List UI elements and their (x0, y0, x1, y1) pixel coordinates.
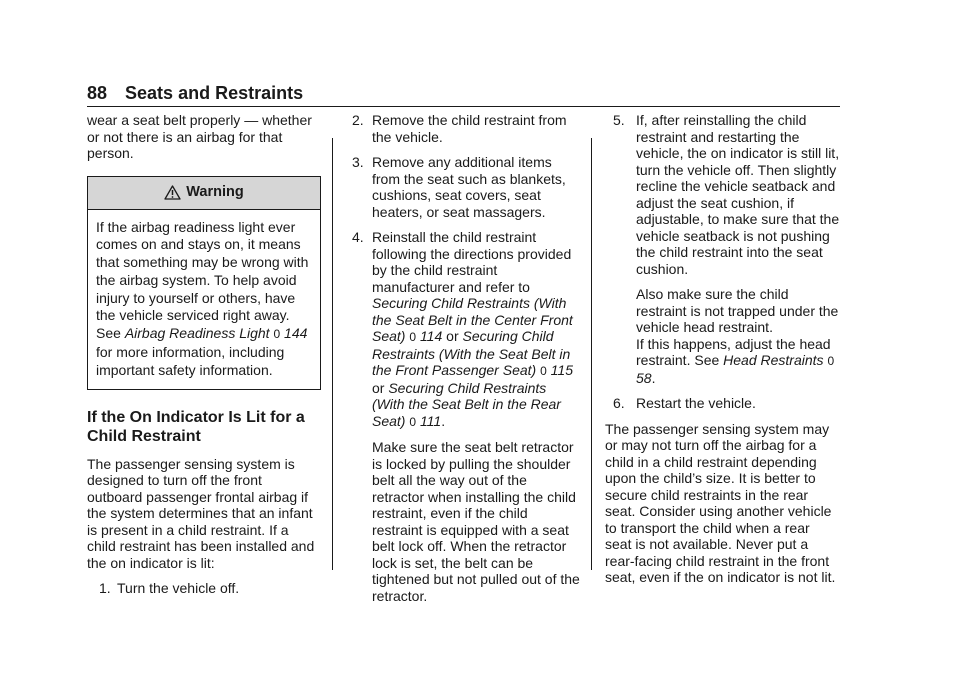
step-6 (605, 395, 840, 412)
step-5 (605, 112, 840, 277)
step-number: 5. (613, 112, 625, 128)
xref-front-passenger-seat[interactable]: Securing Child Restraints (With the Seat Belt in the Front Passenger Seat) (372, 328, 571, 378)
period: . (651, 369, 656, 386)
section-name: Seats and Restraints (125, 83, 304, 103)
page-header (87, 83, 840, 107)
warning-title: Warning (186, 184, 244, 201)
step-4-text: Reinstall the child restraint following the directions provided by the child restraint manufacturer and refer to (372, 229, 572, 295)
step-number: 4. (352, 229, 364, 245)
step-number: 6. (613, 395, 625, 411)
xref-center-front-seat[interactable]: Securing Child Restraints (With the Seat Belt in the Center Front Seat) (372, 295, 573, 344)
step-5-note-a: Also make sure the child restraint is not trapped under the vehicle head restraint. (636, 286, 839, 335)
step-text: Remove the child restraint from the vehicle. (372, 112, 567, 145)
warning-box (87, 176, 321, 390)
header-rule (87, 106, 840, 107)
page-ref-icon: 0 (827, 354, 835, 368)
step-number: 3. (352, 154, 364, 170)
step-number: 1. (99, 580, 111, 597)
xref-page-111[interactable]: 111 (419, 412, 442, 429)
steps-list-3 (605, 112, 840, 277)
page-ref-icon: 0 (409, 414, 417, 429)
warning-text-b: for more information, including important safety information. (96, 344, 285, 378)
warning-text-a: If the airbag readiness light ever comes on and stays on, it means that something may be wrong with the airbag system. To help avoid injury to yourself or others, have the vehicle serviced right away. See (96, 218, 309, 342)
xref-airbag-readiness-light[interactable]: Airbag Readiness Light (124, 325, 270, 342)
step-number: 2. (352, 112, 364, 128)
step-5-note-b (605, 336, 840, 387)
step-text: Remove any additional items from the seat such as blankets, cushions, seat covers, seat heaters, or seat massagers. (372, 154, 566, 220)
or-text: or (372, 379, 389, 396)
xref-page-58[interactable]: 58 (636, 369, 652, 386)
step-4-note: Make sure the seat belt retractor is locked by pulling the shoulder belt all the way out of the retractor when installing the child restraint, even if the child restraint is equipped with a seat belt lock off. When the retractor lock is set, the belt can be tightened but not pulled out of the retractor. (372, 439, 580, 604)
section-body: The passenger sensing system is designed to turn off the front outboard passenger frontal airbag if the system determines that an infant is present in a child restraint. If a child restraint has been installed and the on indicator is lit: (87, 455, 315, 571)
xref-page-115[interactable]: 115 (550, 362, 573, 378)
column-divider-1 (332, 138, 333, 570)
step-4 (352, 229, 580, 430)
column-2 (352, 112, 580, 604)
page-ref-icon: 0 (540, 364, 547, 378)
page-ref-icon: 0 (409, 330, 417, 344)
header-title (87, 83, 840, 103)
step-text: If, after reinstalling the child restraint and restarting the vehicle, the on indicator is still lit, turn the vehicle off. Then slightly recline the vehicle seatback and adjust the seat cushion, if adjustable, to make sure that the vehicle seatback is not pushing the child restraint into the seat cushion. (636, 112, 840, 277)
step-2 (352, 112, 580, 145)
warning-header (88, 177, 320, 210)
step-5-note-b-text: If this happens, adjust the head restraint. See (636, 335, 831, 368)
steps-list-4 (605, 395, 840, 412)
xref-rear-seat[interactable]: Securing Child Restraints (With the Seat Belt in the Rear Seat) (372, 379, 561, 429)
step-text: Turn the vehicle off. (117, 580, 240, 597)
xref-page-144[interactable]: 144 (284, 325, 308, 342)
or-text: or (442, 328, 463, 344)
closing-paragraph: The passenger sensing system may or may not turn off the airbag for a child in a child restraint depending upon the child’s size. It is better to secure child restraints in the rear seat. Consider using another vehicle to transport the child when a rear seat is not available. Never put a rear-facing child restraint in the front seat, even if the on indicator is not lit. (605, 420, 836, 585)
column-1 (87, 112, 321, 597)
section-heading: If the On Indicator Is Lit for a Child Restraint (87, 408, 305, 445)
steps-list-2 (352, 112, 580, 430)
intro-paragraph: wear a seat belt properly — whether or not there is an airbag for that person. (87, 112, 312, 161)
step-text (372, 229, 580, 430)
step-1 (87, 580, 321, 597)
page-number: 88 (87, 83, 108, 103)
column-divider-2 (591, 138, 592, 570)
step-3 (352, 154, 580, 220)
period: . (441, 412, 446, 429)
xref-page-114[interactable]: 114 (419, 328, 443, 344)
steps-list-1 (87, 580, 321, 597)
xref-head-restraints[interactable]: Head Restraints (723, 352, 824, 368)
step-text: Restart the vehicle. (636, 395, 756, 411)
warning-text (88, 210, 320, 389)
page-ref-icon: 0 (273, 327, 281, 342)
column-3 (605, 112, 840, 586)
warning-triangle-icon (164, 185, 181, 200)
